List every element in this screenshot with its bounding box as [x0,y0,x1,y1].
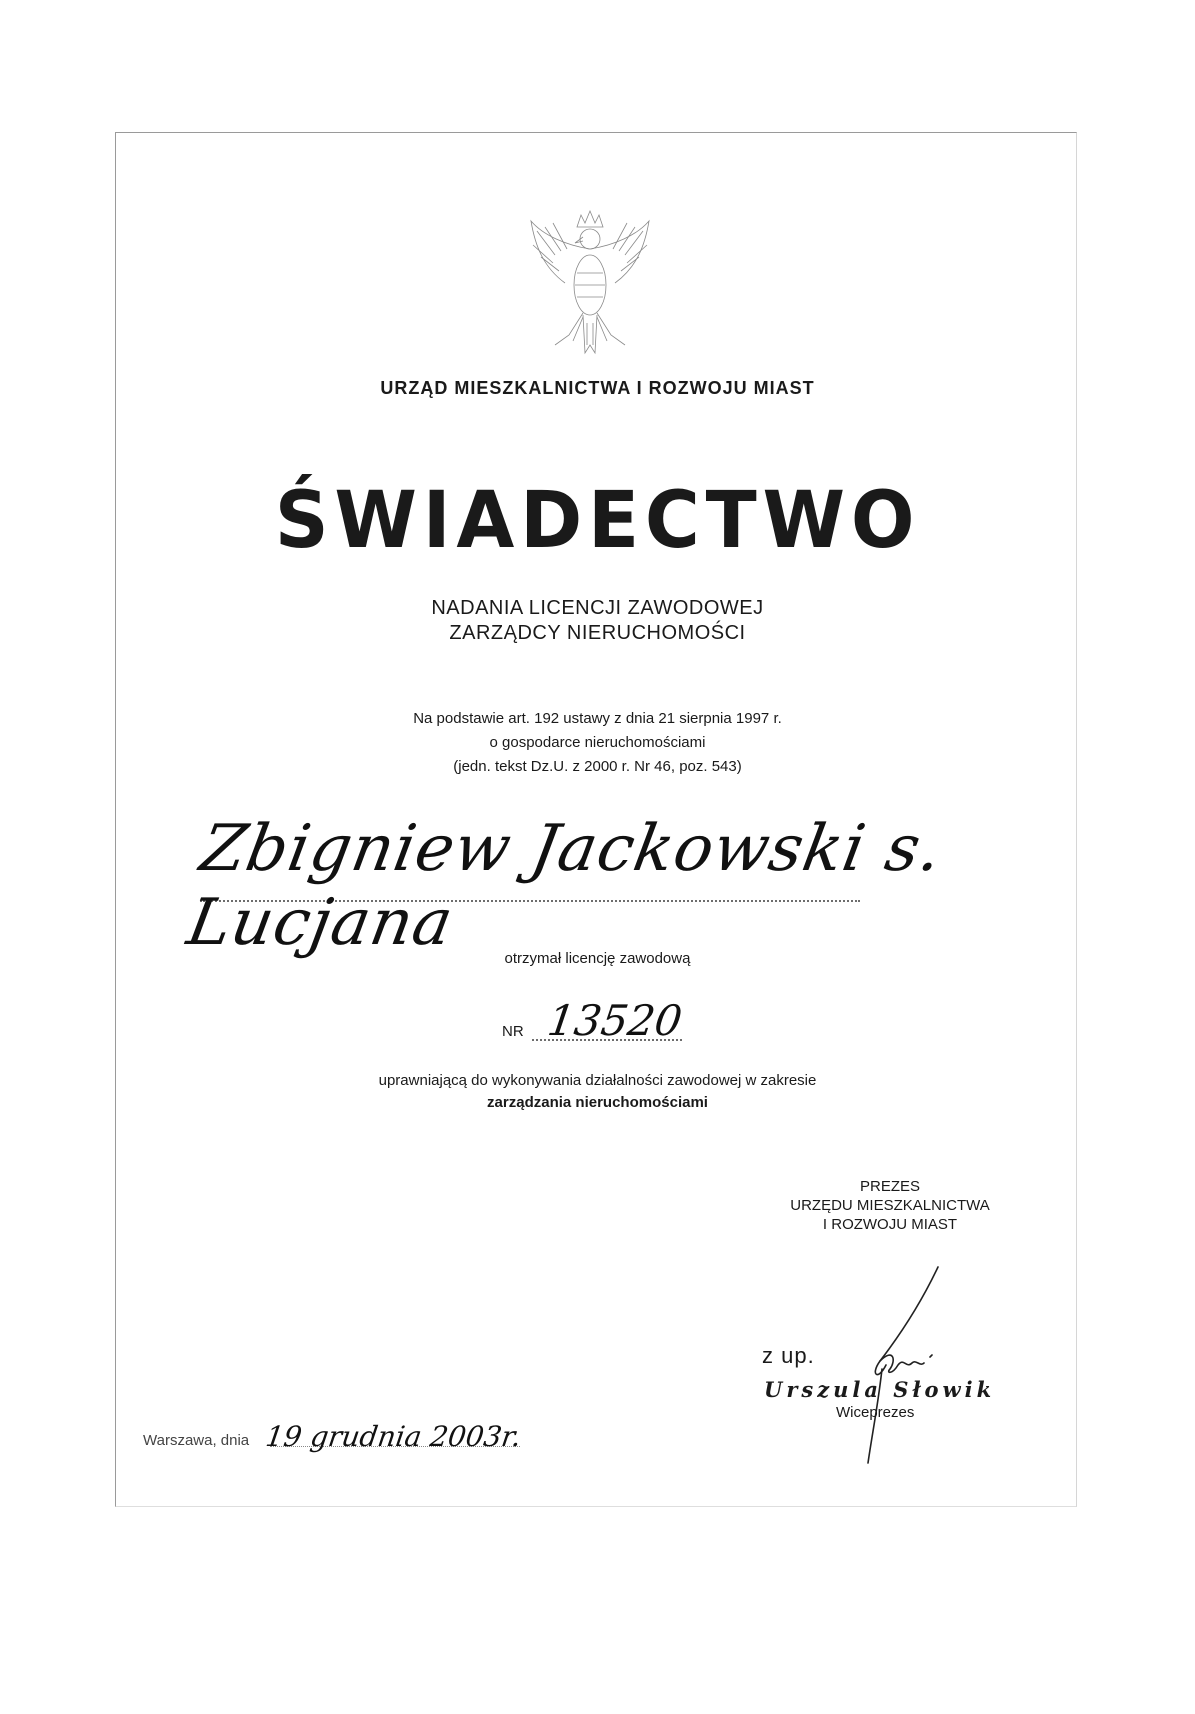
legal-basis [0,707,1195,779]
scope-field: zarządzania nieruchomościami [487,1094,708,1111]
signer-title: Wiceprezes [836,1404,915,1421]
legal-basis-line-1: Na podstawie art. 192 ustawy z dnia 21 sierpnia 1997 r. [413,710,782,727]
subtitle-line-2: ZARZĄDCY NIERUCHOMOŚCI [449,622,746,644]
issue-place-label: Warszawa, dnia [143,1432,250,1449]
president-title-block [730,1177,1050,1234]
subtitle-line-1: NADANIA LICENCJI ZAWODOWEJ [431,597,764,619]
president-line-2: URZĘDU MIESZKALNICTWA [790,1197,990,1214]
signer-name-stamp: Urszula Słowik [764,1377,996,1402]
president-line-3: I ROZWOJU MIAST [822,1216,958,1233]
legal-basis-line-2: o gospodarce nieruchomościami [489,734,706,751]
license-number-label: NR [502,1023,524,1040]
on-behalf-label: z up. [762,1343,815,1368]
certificate-subtitle [0,596,1195,646]
legal-basis-line-3: (jedn. tekst Dz.U. z 2000 r. Nr 46, poz. 543) [453,758,742,775]
certificate-title: ŚWIADECTWO [274,476,921,566]
received-license-text: otrzymał licencję zawodową [504,950,691,967]
recipient-name: Zbigniew Jackowski s. Lucjana [181,812,948,960]
polish-eagle-emblem [525,205,655,360]
issuing-office-header: URZĄD MIESZKALNICTWA I ROZWOJU MIAST [380,378,815,398]
license-number: 13520 [544,996,686,1045]
issue-date: 19 grudnia 2003r. [263,1420,524,1453]
handwritten-signature [820,1265,970,1465]
scope-text: uprawniającą do wykonywania działalności zawodowej w zakresie [378,1072,817,1089]
president-line-1: PREZES [859,1178,920,1195]
